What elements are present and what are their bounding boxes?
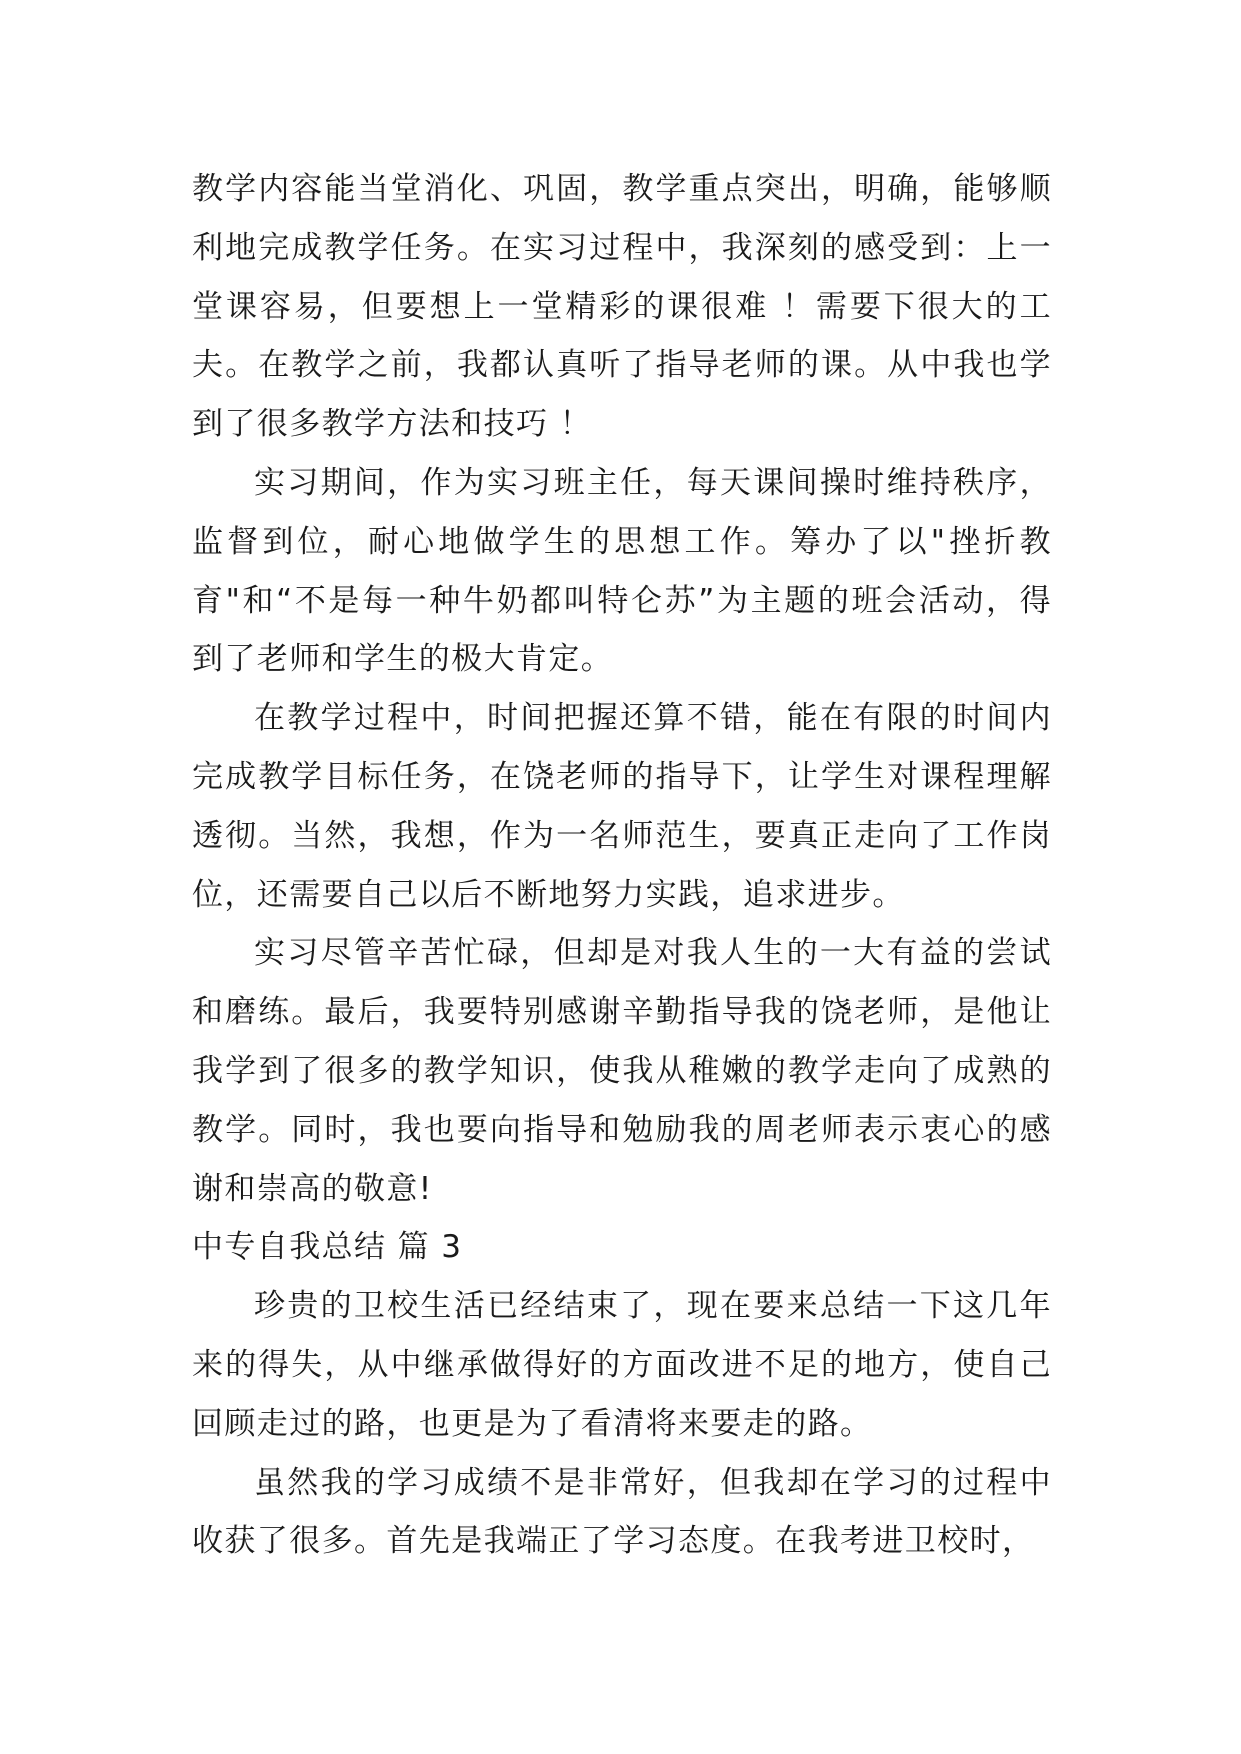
paragraph-gratitude: 实习尽管辛苦忙碌，但却是对我人生的一大有益的尝试和磨练。最后，我要特别感谢辛勤指导我的饶老师，是他让我学到了很多的教学知识，使我从稚嫩的教学走向了成熟的教学。同时，我也要向指导和勉励我的周老师表示衷心的感谢和崇高的敬意! (192, 935, 1052, 1207)
paragraph-study-attitude: 虽然我的学习成绩不是非常好，但我却在学习的过程中收获了很多。首先是我端正了学习态度。在我考进卫校时， (192, 1464, 1052, 1560)
paragraph-school-life: 珍贵的卫校生活已经结束了，现在要来总结一下这几年来的得失，从中继承做得好的方面改进不足的地方，使自己回顾走过的路，也更是为了看清将来要走的路。 (192, 1288, 1052, 1442)
paragraph-teaching-content: 教学内容能当堂消化、巩固，教学重点突出，明确，能够顺利地完成教学任务。在实习过程中，我深刻的感受到：上一堂课容易，但要想上一堂精彩的课很难 ！需要下很大的工夫。在教学之前，我都认真听了指导老师的课。从中我也学到了很多教学方法和技巧 ！ (192, 171, 1052, 443)
paragraph-class-teacher: 实习期间，作为实习班主任，每天课间操时维持秩序，监督到位，耐心地做学生的思想工作。筹办了以"挫折教育"和“不是每一种牛奶都叫特仑苏”为主题的班会活动，得到了老师和学生的极大肯定。 (192, 464, 1052, 678)
document-body (192, 160, 1052, 1571)
section-heading: 中专自我总结 篇 3 (192, 1229, 463, 1266)
paragraph-teaching-process: 在教学过程中，时间把握还算不错，能在有限的时间内完成教学目标任务，在饶老师的指导下，让学生对课程理解透彻。当然，我想，作为一名师范生，要真正走向了工作岗位，还需要自己以后不断地努力实践，追求进步。 (192, 700, 1052, 913)
